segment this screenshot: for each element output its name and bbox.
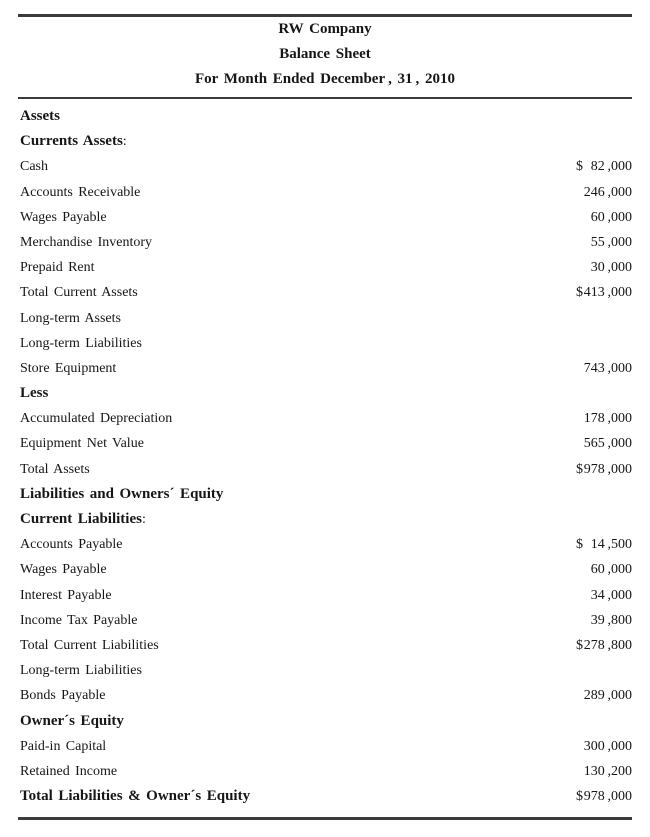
line-items [0, 104, 650, 809]
row-value: 14 ,500 [590, 537, 632, 553]
table-row [0, 709, 650, 734]
company-name: RW Company [278, 21, 372, 37]
row-value: 60 ,000 [590, 562, 632, 578]
table-row [0, 683, 650, 708]
row-label: Long-term Assets [20, 310, 121, 326]
row-label-suffix: : [122, 134, 127, 150]
table-row [0, 784, 650, 809]
row-value: 300 ,000 [583, 738, 632, 754]
row-value: 246 ,000 [583, 184, 632, 200]
row-label: Total Current Liabilities [20, 637, 159, 653]
table-row [0, 532, 650, 557]
row-label: Liabilities and Owners´ Equity [20, 485, 224, 502]
document-title: Balance Sheet [279, 46, 371, 62]
row-label: Accounts Payable [20, 537, 123, 553]
row-label: Equipment Net Value [20, 436, 144, 452]
row-label: Cash [20, 159, 48, 175]
table-row [0, 457, 650, 482]
row-label: Total Current Assets [20, 285, 138, 301]
row-label-suffix: : [141, 512, 146, 527]
row-value: 55 ,000 [590, 234, 632, 250]
row-value: 289 ,000 [583, 688, 632, 704]
document-header [18, 17, 632, 92]
row-label: Long-term Liabilities [20, 335, 142, 351]
row-label: Merchandise Inventory [20, 234, 153, 250]
row-label: Total Assets [20, 461, 90, 477]
table-row [0, 255, 650, 280]
dollar-sign: $ [576, 537, 583, 553]
row-label: Store Equipment [20, 360, 117, 376]
row-value: 978 ,000 [583, 789, 632, 805]
table-row [0, 734, 650, 759]
header-rule [18, 97, 632, 99]
row-label: Interest Payable [20, 587, 112, 603]
table-row [0, 633, 650, 658]
row-label: Accounts Receivable [20, 184, 141, 200]
row-label: Income Tax Payable [20, 612, 138, 628]
table-row [0, 356, 650, 381]
dollar-sign: $ [576, 159, 583, 175]
row-label: Currents Assets [20, 133, 123, 150]
table-row [0, 154, 650, 179]
row-label: Owner´s Equity [20, 712, 124, 729]
row-label: Total Liabilities & Owner´s Equity [20, 788, 251, 805]
table-row [0, 482, 650, 507]
row-value: 30 ,000 [590, 260, 632, 276]
row-value: 978 ,000 [583, 461, 632, 477]
bottom-rule [18, 817, 632, 820]
table-row [0, 608, 650, 633]
table-row [0, 331, 650, 356]
table-row [0, 431, 650, 456]
table-row [0, 557, 650, 582]
row-value: 413 ,000 [583, 285, 632, 301]
row-label: Current Liabilities [20, 511, 142, 527]
row-value: 34 ,000 [590, 587, 632, 603]
table-row [0, 381, 650, 406]
table-row [0, 759, 650, 784]
row-label: Assets [20, 108, 60, 124]
row-value: 178 ,000 [583, 411, 632, 427]
table-row [0, 583, 650, 608]
row-label: Paid-in Capital [20, 738, 107, 754]
table-row [0, 507, 650, 532]
table-row [0, 180, 650, 205]
table-row [0, 129, 650, 154]
table-row [0, 658, 650, 683]
row-value: 743 ,000 [583, 360, 632, 376]
dollar-sign: $ [576, 461, 583, 477]
dollar-sign: $ [576, 789, 583, 805]
table-row [0, 406, 650, 431]
table-row [0, 306, 650, 331]
row-label: Wages Payable [20, 209, 107, 225]
statement-period: For Month Ended December , 31 , 2010 [194, 71, 456, 87]
dollar-sign: $ [576, 637, 583, 653]
row-label: Bonds Payable [20, 688, 106, 704]
dollar-sign: $ [576, 285, 583, 301]
row-label: Prepaid Rent [20, 260, 95, 276]
row-value: 565 ,000 [583, 436, 632, 452]
row-value: 39 ,800 [590, 612, 632, 628]
row-value: 130 ,200 [583, 763, 632, 779]
row-label: Wages Payable [20, 562, 107, 578]
table-row [0, 280, 650, 305]
row-value: 278 ,800 [583, 637, 632, 653]
row-label: Accumulated Depreciation [20, 411, 173, 427]
row-label: Long-term Liabilities [20, 663, 142, 679]
row-label: Less [20, 385, 49, 402]
table-row [0, 230, 650, 255]
table-row [0, 104, 650, 129]
row-value: 82 ,000 [590, 159, 632, 175]
row-value: 60 ,000 [590, 209, 632, 225]
table-row [0, 205, 650, 230]
row-label: Retained Income [20, 763, 118, 779]
